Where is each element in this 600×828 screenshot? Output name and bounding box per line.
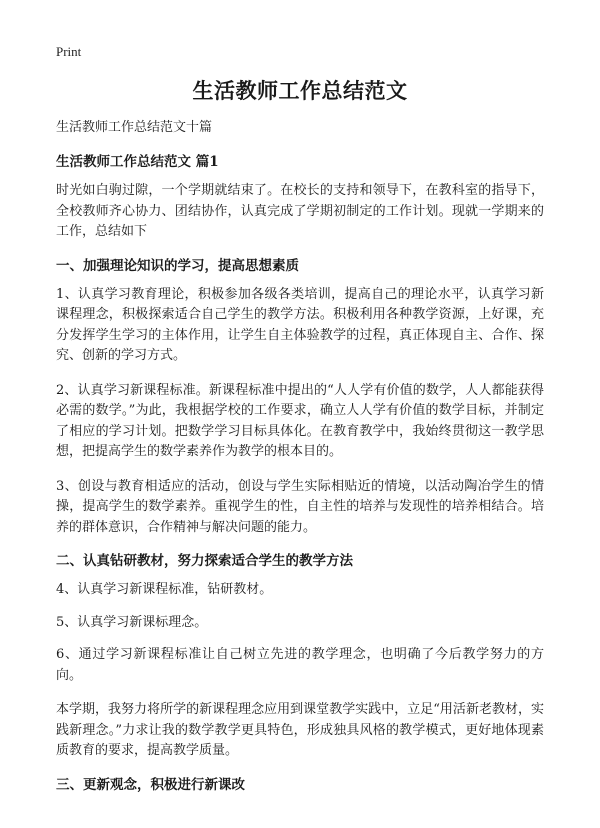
paragraph-2: 2、认真学习新课程标准。新课程标准中提出的“人人学有价值的数学，人人都能获得必需的数学。”为此，我根据学校的工作要求，确立人人学有价值的数学目标，并制定了相应的学习计划。把数学学习目标具体化。在教育教学中，我始终贯彻这一教学思想，把提高学生的数学素养作为教学的根本目的。 [56, 382, 544, 459]
document-title: 生活教师工作总结范文 [192, 78, 408, 103]
paragraph-7: 本学期，我努力将所学的新课程理念应用到课堂教学实践中，立足“用活新老教材，实践新理念。”力求让我的数学教学更具特色，形成独具风格的教学模式，更好地体现素质教育的要求，提高教学质量。 [56, 702, 544, 758]
paragraph-4: 4、认真学习新课程标准，钻研教材。 [56, 582, 273, 597]
intro-paragraph: 时光如白驹过隙，一个学期就结束了。在校长的支持和领导下，在教科室的指导下，全校教师齐心协力、团结协作，认真完成了学期初制定的工作计划。现就一学期来的工作，总结如下 [56, 183, 544, 239]
document-subtitle: 生活教师工作总结范文十篇 [56, 120, 213, 135]
paragraph-1: 1、认真学习教育理论，积极参加各级各类培训，提高自己的理论水平，认真学习新课程理念，积极探索适合自己学生的教学方法。积极利用各种教学资源，上好课，充分发挥学生学习的主体作用，让学生自主体验教学的过程，真正体现自主、合作、探究、创新的学习方式。 [56, 286, 544, 363]
paragraph-5: 5、认真学习新课标理念。 [56, 614, 208, 630]
paragraph-3: 3、创设与教育相适应的活动，创设与学生实际相贴近的情境，以活动陶冶学生的情操，提高学生的数学素养。重视学生的性，自主性的培养与发现性的培养相结合。培养的群体意识，合作精神与解决问题的能力。 [56, 478, 544, 535]
section-heading-3: 三、更新观念，积极进行新课改 [56, 776, 245, 793]
part-heading: 生活教师工作总结范文 篇1 [56, 154, 219, 170]
paragraph-6: 6、通过学习新课程标准让自己树立先进的教学理念，也明确了今后教学努力的方向。 [56, 647, 544, 683]
print-link[interactable]: Print [56, 44, 82, 59]
section-heading-2: 二、认真钻研教材，努力探索适合学生的教学方法 [56, 553, 353, 569]
section-heading-1: 一、加强理论知识的学习，提高思想素质 [56, 257, 299, 274]
